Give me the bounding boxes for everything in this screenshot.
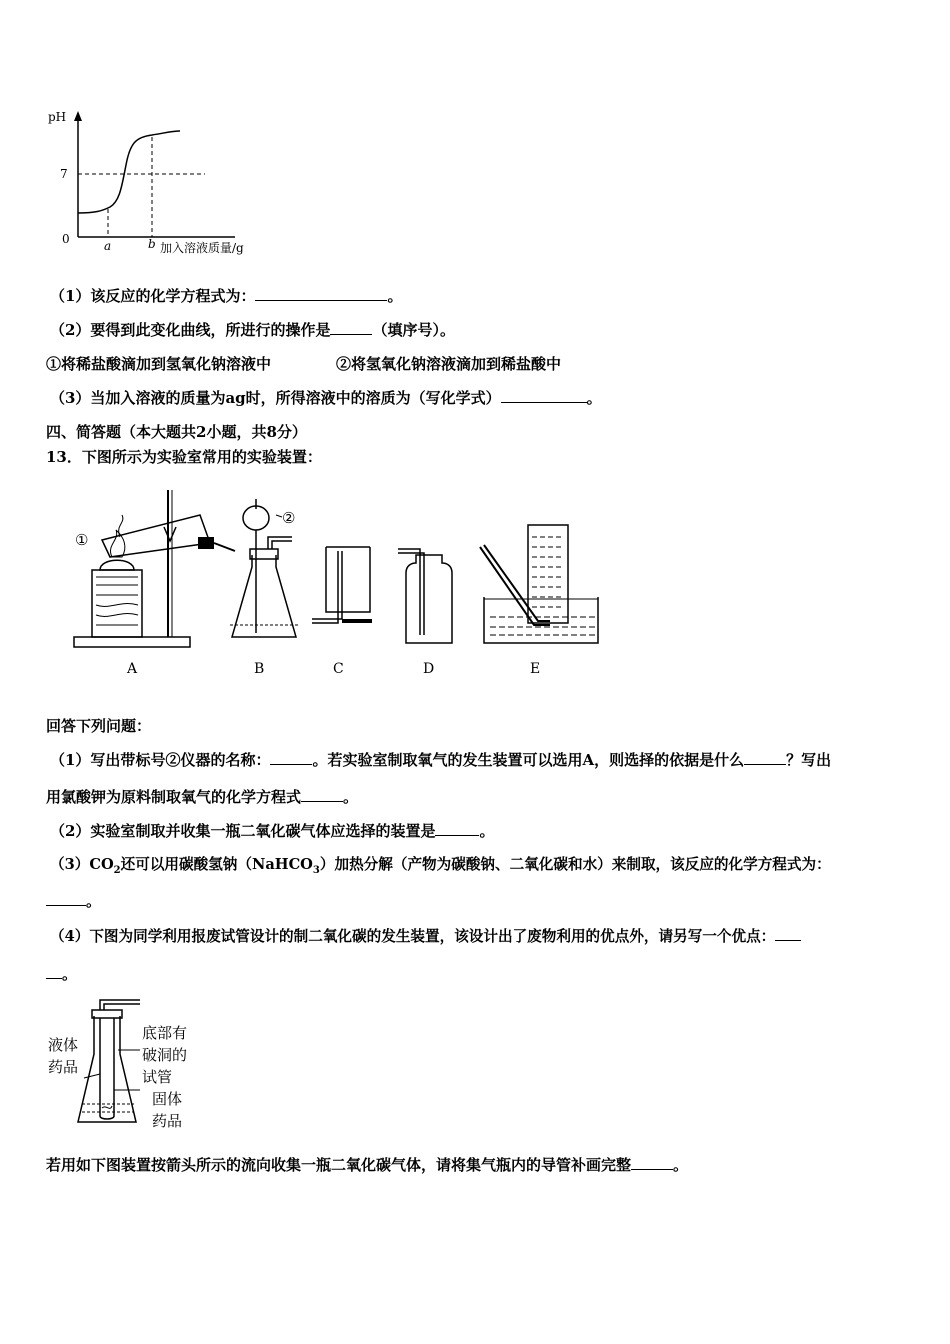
liquid-label-1: 液体 [48, 1036, 79, 1054]
q12-option2: ②将氢氧化钠溶液滴加到稀盐酸中 [336, 355, 562, 373]
q13-sub1-cont: 用氯酸钾为原料制取氧气的化学方程式 。 [46, 788, 359, 806]
apparatus-d [398, 549, 452, 643]
co2-generator-figure [44, 994, 214, 1134]
x-axis-label: 加入溶液质量/g [160, 241, 244, 255]
q13-sub2: （2）实验室制取并收集一瓶二氧化碳气体应选择的装置是 。 [50, 822, 495, 840]
section-title: 四、简答题（本大题共2小题，共8分） [46, 423, 307, 441]
q13-stem: 13．下图所示为实验室常用的实验装置： [46, 448, 322, 466]
liquid-label-2: 药品 [48, 1058, 79, 1076]
q12-option1: ①将稀盐酸滴加到氢氧化钠溶液中 [46, 355, 272, 373]
apparatus-figure [60, 485, 620, 685]
label-d: D [423, 661, 435, 677]
q13-sub4-cont: 。 [46, 964, 77, 984]
q12-sub2: （2）要得到此变化曲线，所进行的操作是 （填序号）。 [50, 321, 455, 339]
answer-blank[interactable] [255, 286, 387, 301]
tube-label-3: 试管 [142, 1068, 173, 1086]
marker-2: ② [282, 509, 296, 527]
q13-sub3-cont: 。 [46, 891, 101, 911]
q12-sub1: （1）该反应的化学方程式为： 。 [50, 287, 403, 305]
y-axis-label: pH [48, 110, 67, 124]
label-e: E [530, 661, 541, 677]
q13-sub3: $(3)CO_2$还可以用碳酸氢钠（NaHCO$_3$）加热分解（产物为碳酸钠、二氧化碳和水）来制取，该反应的化学方程式为： [50, 856, 831, 876]
tube-label-1: 底部有 [142, 1024, 188, 1042]
origin-label: 0 [62, 232, 70, 246]
label-a: A [127, 661, 138, 677]
q13-final: 若用如下图装置按箭头所示的流向收集一瓶二氧化碳气体，请将集气瓶内的导管补画完整 。 [46, 1156, 689, 1174]
solid-label-1: 固体 [152, 1090, 183, 1108]
label-b: B [254, 661, 265, 677]
answer-blank[interactable] [631, 1155, 673, 1170]
solid-label-2: 药品 [152, 1112, 183, 1130]
ph-curve-graph [40, 105, 280, 260]
apparatus-c [312, 547, 372, 623]
tube-label-2: 破洞的 [142, 1046, 188, 1064]
label-c: C [333, 661, 344, 677]
point-a-label: a [104, 239, 112, 253]
ph-curve [78, 131, 180, 213]
answer-blank[interactable] [46, 891, 86, 906]
answer-blank[interactable] [501, 388, 587, 403]
y-axis-arrow [74, 111, 82, 121]
point-b-label: b [148, 237, 156, 251]
apparatus-e [480, 525, 598, 643]
apparatus-b [230, 499, 298, 637]
q13-sub4: （4）下图为同学利用报废试管设计的制二氧化碳的发生装置，该设计出了废物利用的优点外，请另写一个优点： [50, 926, 801, 947]
answer-intro: 回答下列问题： [46, 717, 152, 735]
answer-blank[interactable] [775, 926, 801, 941]
answer-blank[interactable] [270, 750, 312, 765]
marker-1: ① [75, 531, 89, 549]
answer-blank[interactable] [46, 964, 62, 979]
answer-blank[interactable] [330, 320, 372, 335]
answer-blank[interactable] [744, 750, 786, 765]
q13-sub1: （1）写出带标号②仪器的名称： 。若实验室制取氧气的发生装置可以选用A，则选择的依据是什么 ？写出 [50, 751, 832, 769]
answer-blank[interactable] [435, 821, 479, 836]
tick-7-label: 7 [60, 167, 68, 181]
answer-blank[interactable] [301, 787, 343, 802]
apparatus-a [74, 490, 235, 647]
q12-sub3: （3）当加入溶液的质量为ag时，所得溶液中的溶质为（写化学式） 。 [50, 389, 602, 407]
